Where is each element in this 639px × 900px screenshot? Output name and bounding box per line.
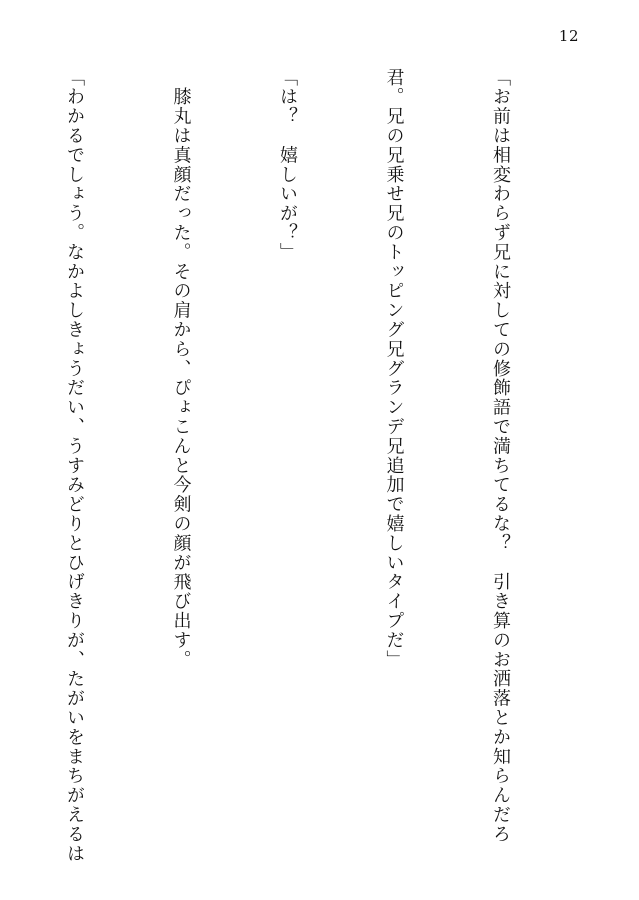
text-line: 「わかるでしょう。なかよしきょうだい、うすみどりとひげきりが、たがいをまちがえるは (64, 68, 85, 864)
body-text (41, 68, 589, 864)
text-line: 膝丸は真顔だった。その肩から、ぴょこんと今剣の顔が飛び出す。 (170, 68, 192, 670)
text-line: 「お前は相変わらず兄に対しての修飾語で満ちてるな？ 引き算のお洒落とか知らんだろ (490, 68, 511, 844)
page-number: 12 (558, 27, 579, 45)
text-line: 君。兄の兄乗せ兄のトッピング兄グランデ兄追加で嬉しいタイプだ」 (383, 68, 405, 670)
text-line: 「は？ 嬉しいが？」 (277, 68, 298, 262)
